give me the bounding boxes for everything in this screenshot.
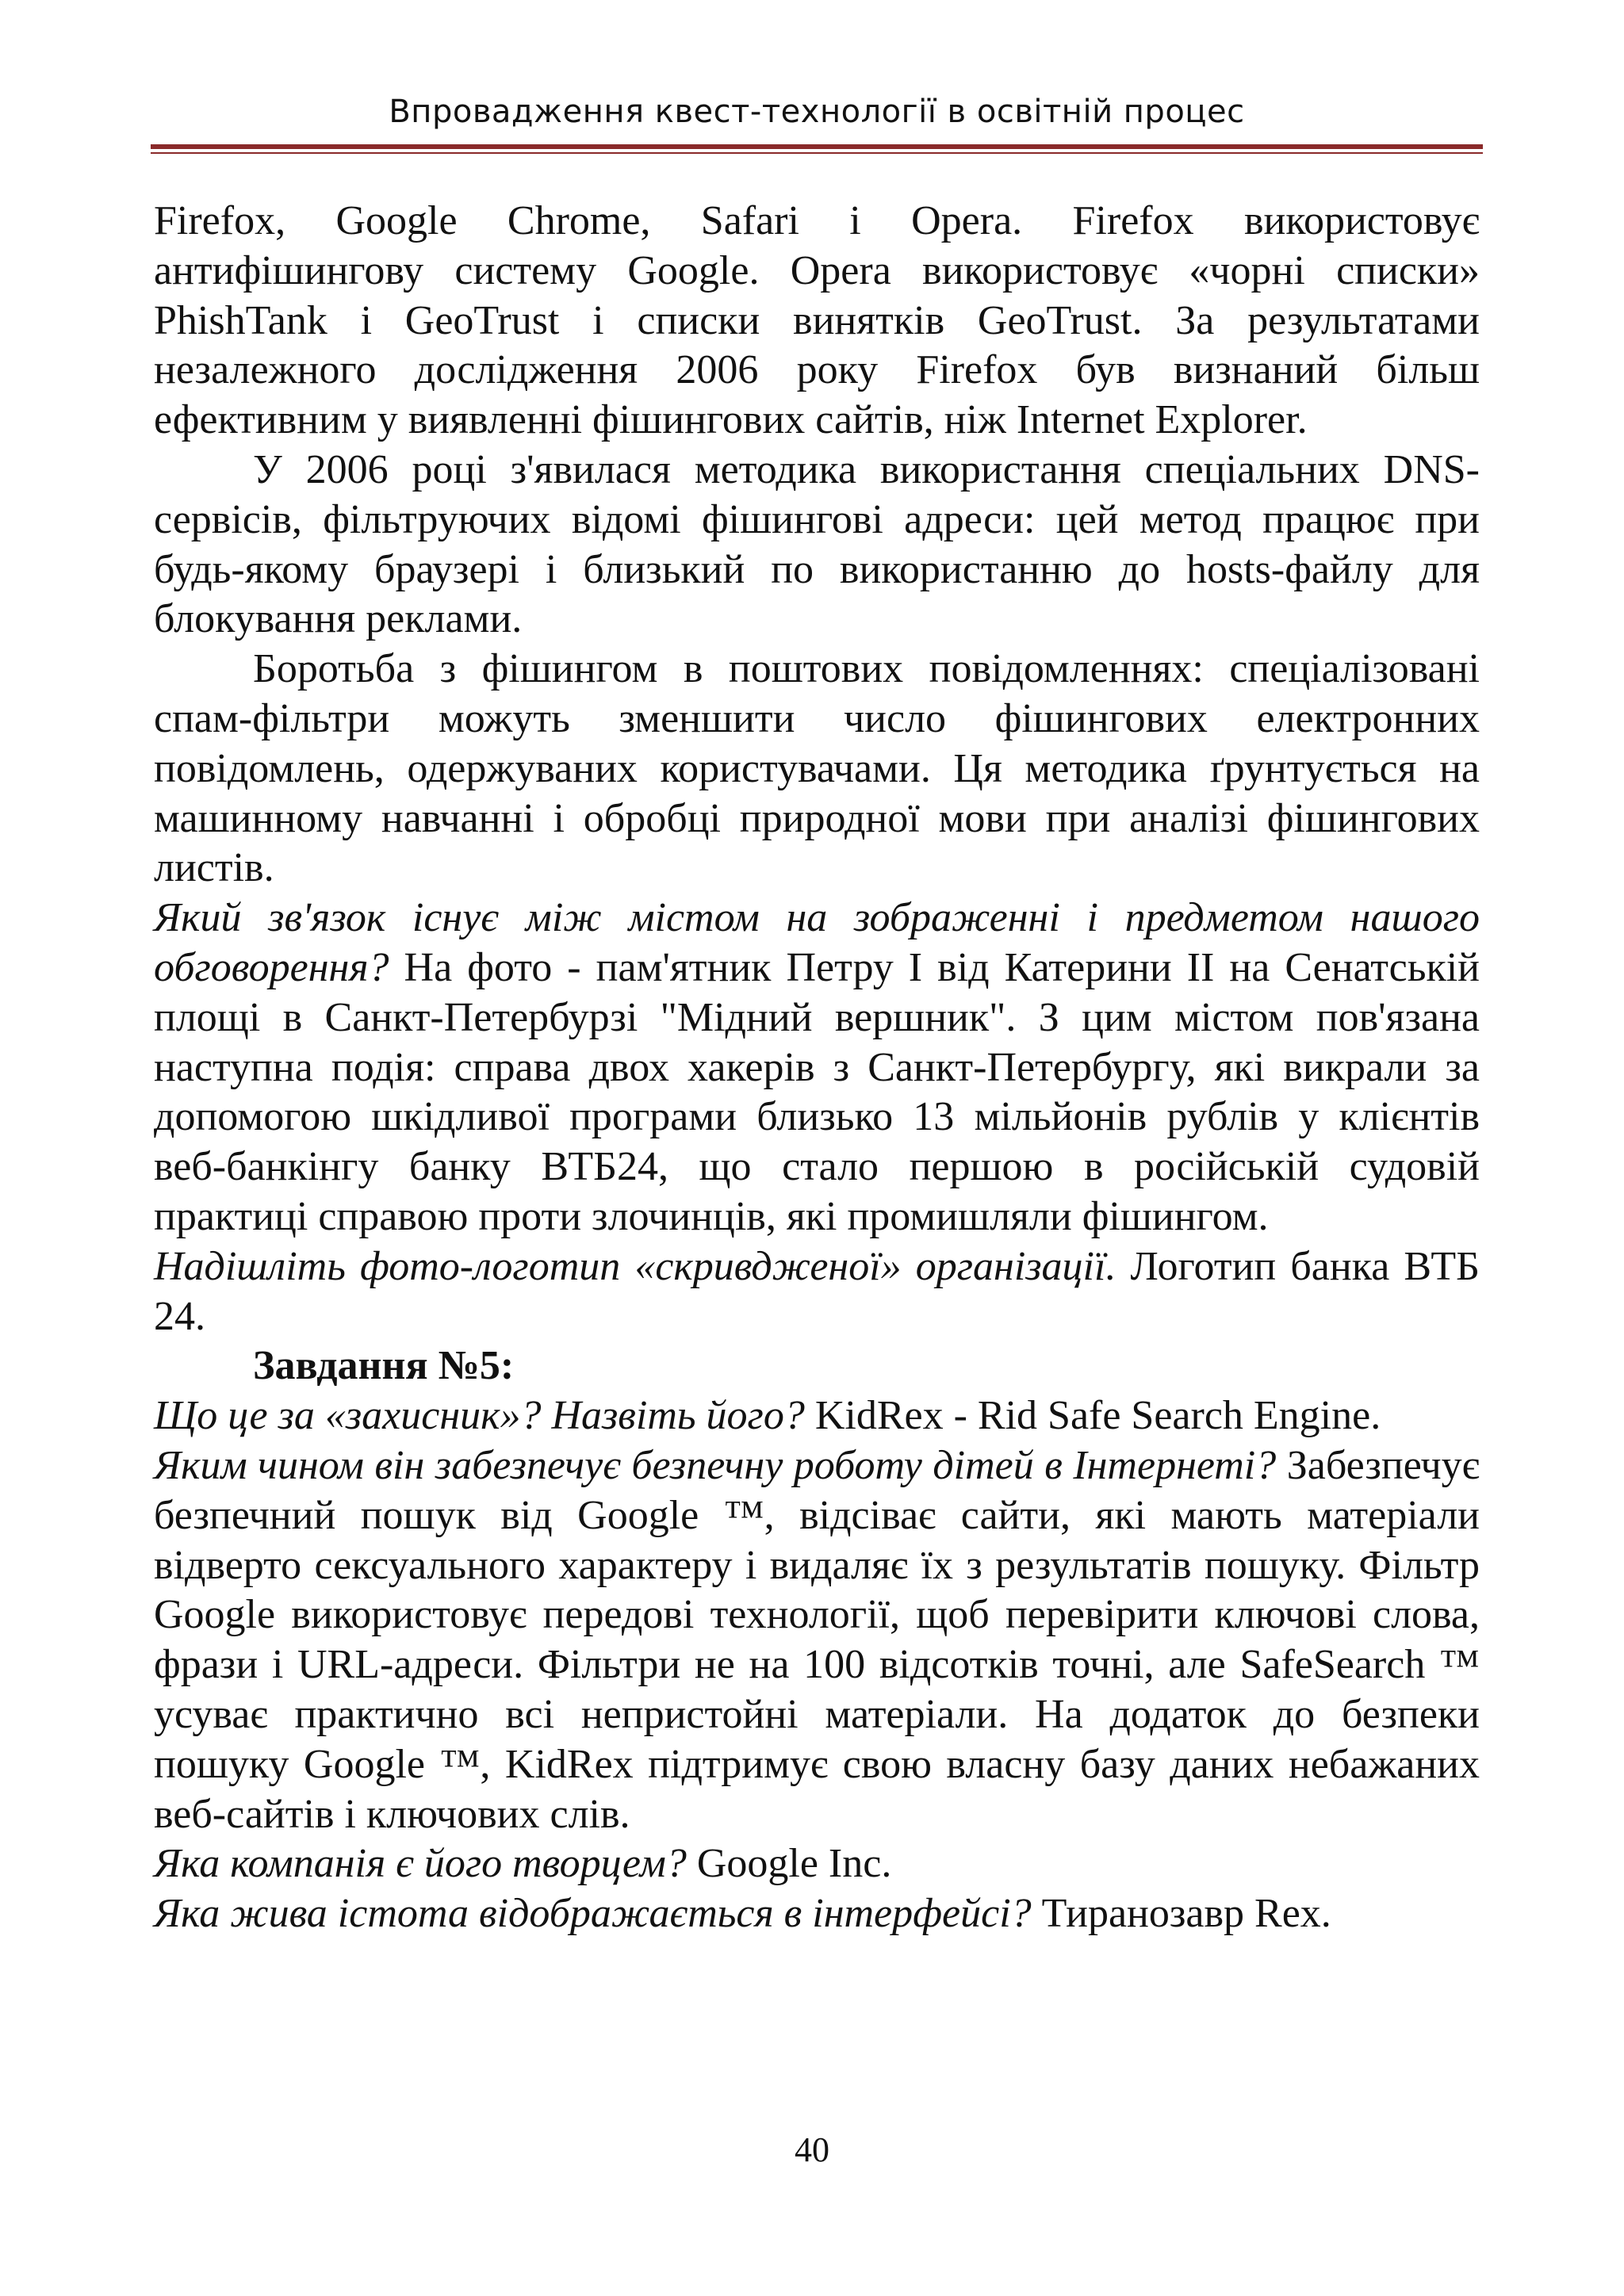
question-text: Яка компанія є його творцем? [154, 1841, 687, 1887]
answer-text: Тиранозавр Rex. [1031, 1891, 1331, 1937]
question-text: Яким чином він забезпечує безпечну роботу дітей в Інтернеті? [154, 1442, 1277, 1488]
running-header: Впровадження квест-технології в освітній процес [389, 94, 1245, 130]
paragraph-dns-services: У 2006 році з'явилася методика використання спеціальних DNS-сервісів, фільтруючих відомі фішингові адреси: цей метод працює при будь-якому браузері і близький по використанню до hosts-файлу для блокування реклами. [154, 446, 1480, 642]
qa-safety [154, 1441, 1480, 1839]
page-number: 40 [795, 2130, 829, 2169]
paragraph-spam-filters: Боротьба з фішингом в поштових повідомленнях: спеціалізовані спам-фільтри можуть зменшити число фішингових електронних повідомлень, одержуваних користувачами. Ця методика ґрунтується на машинному навчанні і обробці природної мови при аналізі фішингових листів. [154, 646, 1480, 891]
header-rule-thin [151, 152, 1483, 154]
question-text: Що це за «захисник»? Назвіть його? [154, 1393, 805, 1439]
question-text: Який зв'язок існує між містом на зображенні і предметом нашого обговорення? [154, 895, 1480, 990]
body-text [154, 197, 1480, 1939]
header-rule-thick [151, 144, 1483, 149]
answer-text: Логотип банка ВТБ 24. [154, 1243, 1480, 1339]
qa-creator [154, 1839, 1480, 1889]
answer-text: KidRex - Rid Safe Search Engine. [804, 1393, 1381, 1439]
paragraph-browsers: Firefox, Google Chrome, Safari і Opera. Firefox використовує антифішингову систему Google. Opera використовує «чорні списки» PhishTank і GeoTrust і списки винятків GeoTrust. За результатами незалежного дослідження 2006 року Firefox був визнаний більш ефективним у виявленні фішингових сайтів, ніж Internet Explorer. [154, 198, 1480, 443]
answer-text: Google Inc. [686, 1841, 892, 1887]
qa-logo [154, 1242, 1480, 1342]
qa-defender [154, 1391, 1480, 1441]
question-text: Надішліть фото-логотип «скривдженої» організації. [154, 1243, 1116, 1289]
qa-creature [154, 1889, 1480, 1939]
task-title: Завдання №5: [253, 1343, 515, 1389]
qa-city-connection [154, 894, 1480, 1242]
answer-text: Забезпечує безпечний пошук від Google ™, відсіває сайти, які мають матеріали відверто сексуального характеру і видаляє їх з результатів пошуку. Фільтр Google використовує передові технології, щоб перевірити ключові слова, фрази і URL-адреси. Фільтри не на 100 відсотків точні, але SafeSearch ™ усуває практично всі непристойні матеріали. На додаток до безпеки пошуку Google ™, KidRex підтримує свою власну базу даних небажаних веб-сайтів і ключових слів. [154, 1442, 1480, 1837]
question-text: Яка жива істота відображається в інтерфейсі? [154, 1891, 1032, 1937]
answer-text: На фото - пам'ятник Петру І від Катерини II на Сенатській площі в Санкт-Петербурзі "Мідний вершник". З цим містом пов'язана наступна подія: справа двох хакерів з Санкт-Петербургу, які викрали за допомогою шкідливої програми близько 13 мільйонів рублів у клієнтів веб-банкінгу банку ВТБ24, що стало першою в російській судовій практиці справою проти злочинців, які промишляли фішингом. [154, 944, 1480, 1239]
